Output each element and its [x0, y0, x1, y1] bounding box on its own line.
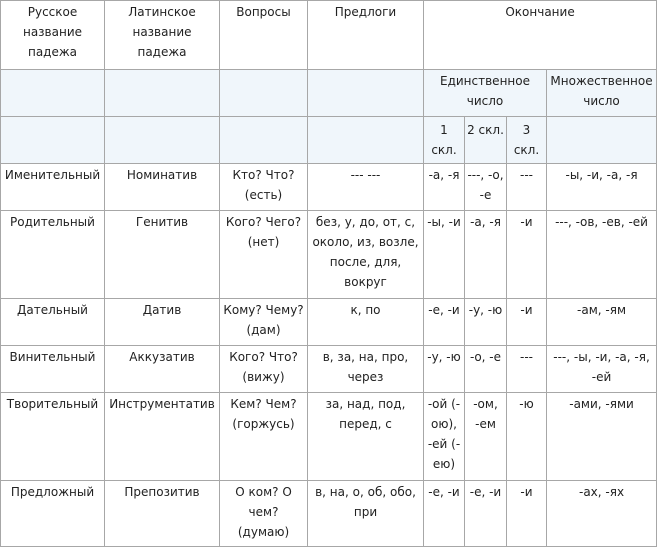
blank-cell: [105, 70, 220, 117]
case-russian-name: Предложный: [1, 481, 105, 547]
ending-decl-3: -и: [507, 211, 547, 299]
header-russian-name: Русское название падежа: [1, 1, 105, 70]
ending-plural: -ах, -ях: [547, 481, 657, 547]
case-questions: Кого? Что? (вижу): [220, 346, 308, 393]
ending-decl-1: -ы, -и: [424, 211, 465, 299]
header-singular: Единственное число: [424, 70, 547, 117]
case-latin-name: Генитив: [105, 211, 220, 299]
case-prepositions: --- ---: [308, 164, 424, 211]
ending-decl-3: -ю: [507, 393, 547, 481]
blank-cell: [1, 117, 105, 164]
case-russian-name: Дательный: [1, 299, 105, 346]
case-prepositions: к, по: [308, 299, 424, 346]
header-latin-name: Латинское название падежа: [105, 1, 220, 70]
ending-decl-2: -у, -ю: [465, 299, 507, 346]
case-prepositions: за, над, под, перед, с: [308, 393, 424, 481]
header-ending: Окончание: [424, 1, 657, 70]
ending-plural: -ами, -ями: [547, 393, 657, 481]
case-latin-name: Датив: [105, 299, 220, 346]
blank-cell: [308, 70, 424, 117]
ending-decl-1: -ой (-ою), -ей (-ею): [424, 393, 465, 481]
ending-decl-1: -у, -ю: [424, 346, 465, 393]
case-russian-name: Творительный: [1, 393, 105, 481]
blank-cell: [105, 117, 220, 164]
ending-decl-2: -е, -и: [465, 481, 507, 547]
ending-decl-2: -а, -я: [465, 211, 507, 299]
case-prepositions: без, у, до, от, с, около, из, возле, после, для, вокруг: [308, 211, 424, 299]
case-questions: О ком? О чем? (думаю): [220, 481, 308, 547]
table-row: [1, 164, 657, 211]
ending-decl-3: -и: [507, 299, 547, 346]
ending-decl-1: -е, -и: [424, 299, 465, 346]
table-row: [1, 299, 657, 346]
blank-cell: [1, 70, 105, 117]
ending-decl-2: -о, -е: [465, 346, 507, 393]
ending-decl-1: -а, -я: [424, 164, 465, 211]
ending-decl-2: ---, -о, -е: [465, 164, 507, 211]
header-plural: Множественное число: [547, 70, 657, 117]
header-prepositions: Предлоги: [308, 1, 424, 70]
blank-cell: [308, 117, 424, 164]
ending-decl-1: -е, -и: [424, 481, 465, 547]
ending-plural: -ы, -и, -а, -я: [547, 164, 657, 211]
case-latin-name: Инструментатив: [105, 393, 220, 481]
blank-cell: [547, 117, 657, 164]
case-russian-name: Родительный: [1, 211, 105, 299]
case-russian-name: Именительный: [1, 164, 105, 211]
case-latin-name: Препозитив: [105, 481, 220, 547]
ending-plural: -ам, -ям: [547, 299, 657, 346]
blank-cell: [220, 117, 308, 164]
case-latin-name: Аккузатив: [105, 346, 220, 393]
table-row: [1, 481, 657, 547]
case-questions: Кому? Чему? (дам): [220, 299, 308, 346]
ending-decl-2: -ом, -ем: [465, 393, 507, 481]
ending-plural: ---, -ы, -и, -а, -я, -ей: [547, 346, 657, 393]
case-questions: Кем? Чем? (горжусь): [220, 393, 308, 481]
case-questions: Кого? Чего? (нет): [220, 211, 308, 299]
table-row: [1, 346, 657, 393]
header-declension-1: 1 скл.: [424, 117, 465, 164]
ending-plural: ---, -ов, -ев, -ей: [547, 211, 657, 299]
ending-decl-3: ---: [507, 346, 547, 393]
case-prepositions: в, за, на, про, через: [308, 346, 424, 393]
header-declension-3: 3 скл.: [507, 117, 547, 164]
case-questions: Кто? Что? (есть): [220, 164, 308, 211]
case-prepositions: в, на, о, об, обо, при: [308, 481, 424, 547]
header-declension-2: 2 скл.: [465, 117, 507, 164]
blank-cell: [220, 70, 308, 117]
header-questions: Вопросы: [220, 1, 308, 70]
ending-decl-3: -и: [507, 481, 547, 547]
table-row: [1, 393, 657, 481]
table-row: [1, 211, 657, 299]
ending-decl-3: ---: [507, 164, 547, 211]
case-russian-name: Винительный: [1, 346, 105, 393]
case-latin-name: Номинатив: [105, 164, 220, 211]
